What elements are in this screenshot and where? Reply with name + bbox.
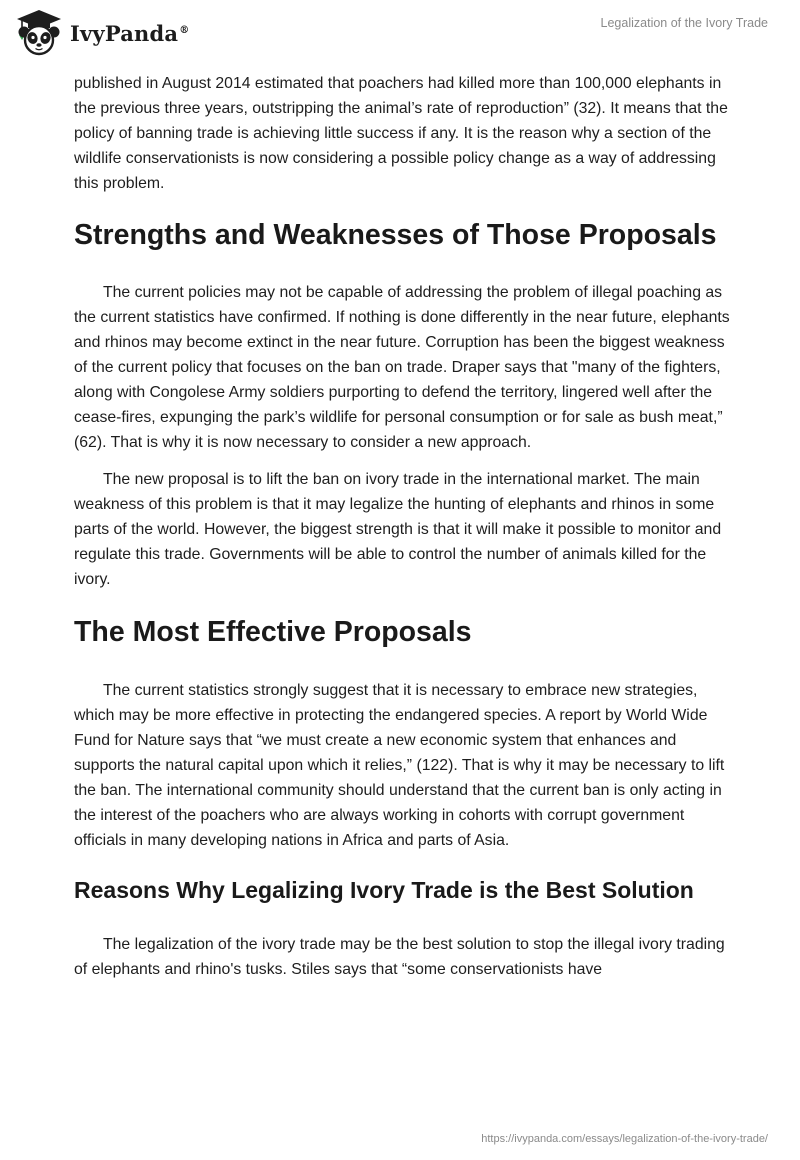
- section-heading: Strengths and Weaknesses of Those Proposals: [74, 219, 717, 251]
- panda-graduate-icon: [14, 8, 64, 56]
- page-header: [0, 0, 800, 70]
- subsection-heading: Reasons Why Legalizing Ivory Trade is the Best Solution: [74, 877, 694, 903]
- paragraph: The current policies may not be capable of addressing the problem of illegal poaching as the current statistics have confirmed. If nothing is done differently in the near future, elephants and rhinos may become extinct in the near future. Corruption has been the biggest weakness of the current policy that focuses on the ban on trade. Draper says that "many of the fighters, along with Congolese Army soldiers purporting to defend the territory, lingered well after the cease-fires, expunging the park’s wildlife for personal consumption or for sale as bush meat,” (62). That is why it is now necessary to consider a new approach.: [74, 284, 730, 451]
- paragraph: The current statistics strongly suggest that it is necessary to embrace new strategies, which may be more effective in protecting the endangered species. A report by World Wide Fund for Nature says that “we must create a new economic system that enhances and supports the natural capital upon which it relies,” (122). That is why it may be necessary to lift the ban. The international community should understand that the current ban is only acting in the interest of the poachers who are always working in cohorts with corrupt government officials in many developing nations in Africa and parts of Asia.: [74, 682, 725, 849]
- source-url[interactable]: https://ivypanda.com/essays/legalization-of-the-ivory-trade/: [481, 1133, 768, 1145]
- paragraph: The legalization of the ivory trade may be the best solution to stop the illegal ivory trading of elephants and rhino's tusks. Stiles says that “some conservationists have: [74, 936, 725, 978]
- section-heading: The Most Effective Proposals: [74, 616, 472, 648]
- essay-content: [74, 71, 730, 994]
- ivypanda-logo[interactable]: [14, 8, 189, 56]
- paragraph: The new proposal is to lift the ban on ivory trade in the international market. The main weakness of this problem is that it may legalize the hunting of elephants and rhinos in some parts of the world. However, the biggest strength is that it will make it possible to monitor and regulate this trade. Governments will be able to control the number of animals killed for the ivory.: [74, 471, 722, 588]
- brand-name: IvyPanda®: [70, 20, 190, 46]
- paragraph: published in August 2014 estimated that poachers had killed more than 100,000 elephants in the previous three years, outstripping the animal’s rate of reproduction” (32). It means that the policy of banning trade is achieving little success if any. It is the reason why a section of the wildlife conservationists is now considering a possible policy change as a way of addressing this problem.: [74, 75, 728, 192]
- document-title: Legalization of the Ivory Trade: [600, 16, 768, 30]
